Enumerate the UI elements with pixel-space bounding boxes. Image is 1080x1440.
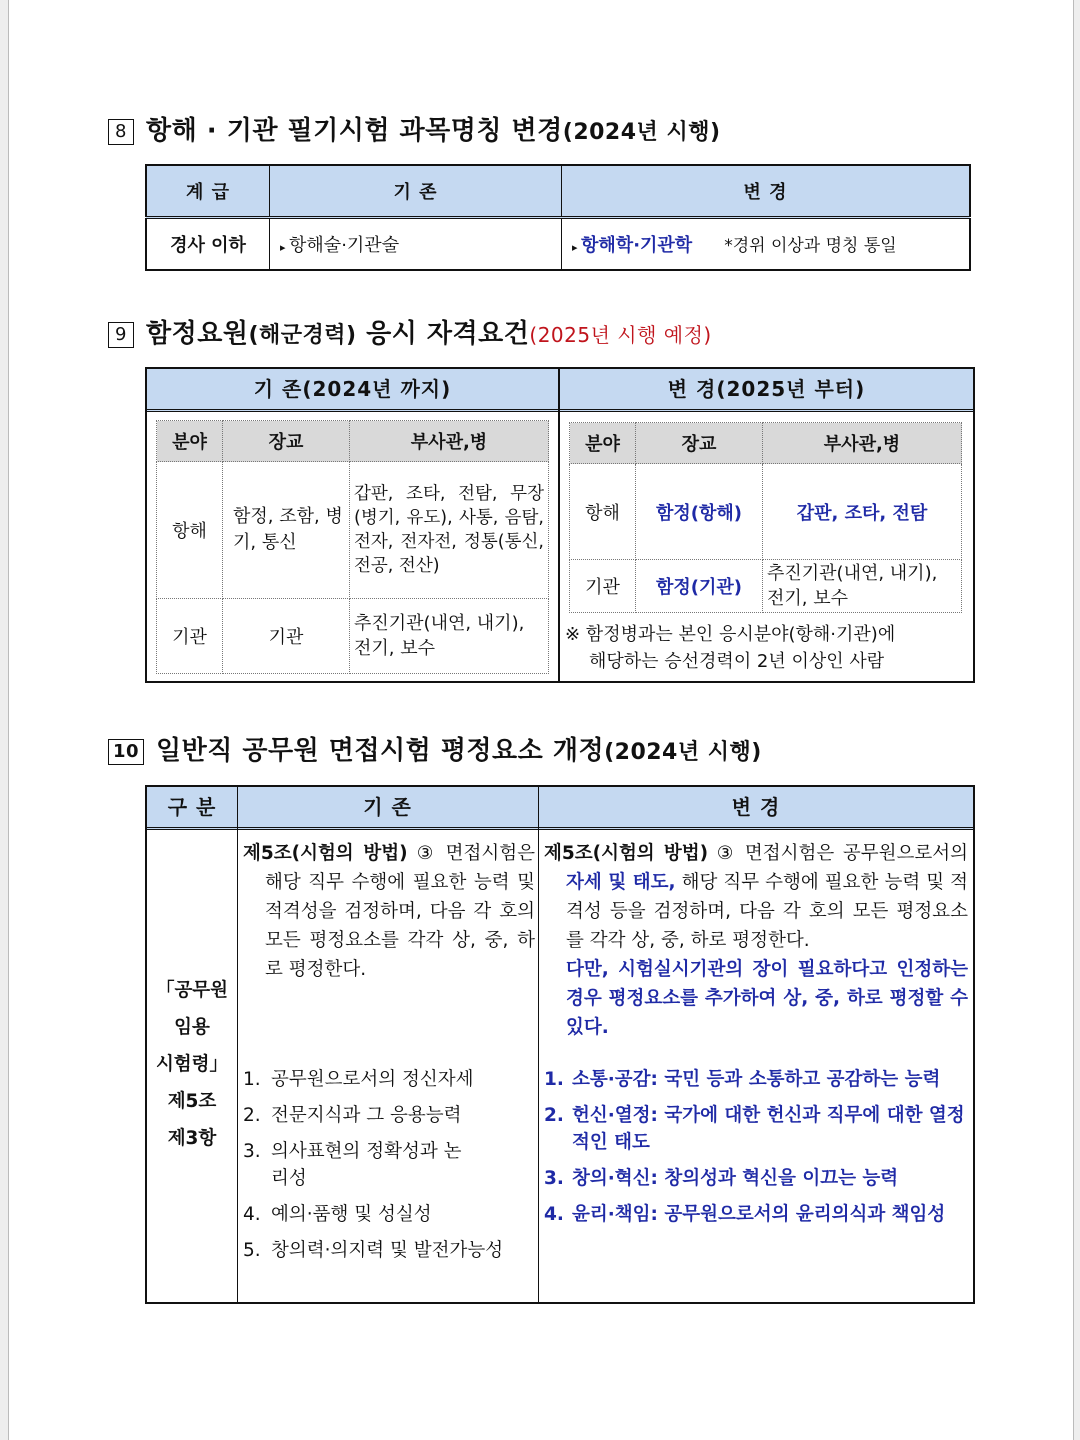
old-article [243, 839, 535, 984]
header-new: 변 경 [539, 787, 973, 827]
unify-note: *경위 이상과 명칭 통일 [724, 236, 897, 256]
old-subject: 항해술·기관술 [289, 235, 400, 256]
old-header-officer: 장교 [223, 421, 350, 462]
law-reference-line: 제5조 [167, 1091, 217, 1112]
new-row-officer: 함정(기관) [636, 560, 763, 613]
new-row-nco: 추진기관(내연, 내기), 전기, 보수 [763, 560, 962, 613]
section-9-title-paren: (해군경력) [248, 323, 357, 348]
law-reference-line: 「공무원 [155, 980, 229, 1001]
law-reference-line: 제3항 [167, 1128, 217, 1149]
section-9-number: 9 [108, 322, 134, 348]
new-subject: 항해학·기관학 [581, 235, 693, 256]
new-article [544, 839, 968, 1042]
note-line-1: ※ 함정병과는 본인 응시분야(항해·기관)에 [565, 624, 896, 645]
new-article-emphasis: 자세 및 태도, [566, 872, 676, 893]
header-old: 기 존 [238, 787, 537, 827]
eligibility-note [565, 621, 895, 675]
section-10-table [145, 785, 975, 1304]
grade-cell: 경사 이하 [146, 218, 270, 271]
new-row-nco: 갑판, 조타, 전탐 [763, 464, 962, 560]
old-subject-cell: ▸ 항해술·기관술 [270, 218, 562, 271]
old-row-nco: 추진기관(내연, 내기), 전기, 보수 [350, 599, 549, 674]
old-row-field: 기관 [157, 599, 223, 674]
old-criterion: 2. 전문지식과 그 응용능력 [243, 1105, 462, 1126]
new-criteria-table [569, 422, 962, 613]
section-8-number: 8 [108, 119, 134, 145]
new-header: 변 경(2025년 부터) [560, 369, 973, 412]
law-reference [147, 972, 237, 1157]
section-8-year: (2024년 시행) [562, 120, 721, 145]
new-article-title: 제5조(시험의 방법) [544, 843, 709, 864]
new-subject-cell: ▸ 항해학·기관학 *경위 이상과 명칭 통일 [562, 218, 971, 271]
new-header-officer: 장교 [636, 423, 763, 464]
section-10-heading [108, 730, 762, 767]
new-criterion: 3. 창의·혁신: 창의성과 혁신을 이끄는 능력 [544, 1168, 899, 1189]
new-criterion: 4. 윤리·책임: 공무원으로서의 윤리의식과 책임성 [544, 1204, 946, 1225]
old-criteria-table [156, 420, 549, 674]
section-9-title2: 응시 자격요건 [356, 319, 530, 349]
new-header-nco: 부사관,병 [763, 423, 962, 464]
new-article-body-1: ③ 면접시험은 공무원으로서의 [708, 843, 968, 864]
header-old: 기 존 [270, 165, 562, 218]
old-criteria-list [243, 1066, 535, 1264]
law-reference-line: 임용 [174, 1017, 210, 1038]
header-category: 구 분 [147, 787, 237, 827]
new-row-field: 기관 [570, 560, 636, 613]
old-header: 기 존(2024년 까지) [147, 369, 560, 412]
old-criterion: 4. 예의·품행 및 성실성 [243, 1204, 432, 1225]
old-row-officer: 함정, 조함, 병기, 통신 [223, 462, 350, 599]
old-article-body: ③ 면접시험은 해당 직무 수행에 필요한 능력 및 적격성을 검정하며, 다음 각 호의 모든 평정요소를 각각 상, 중, 하로 평정한다. [265, 843, 536, 980]
old-header-nco: 부사관,병 [350, 421, 549, 462]
section-9-year: (2025년 시행 예정) [529, 323, 712, 347]
new-header-field: 분야 [570, 423, 636, 464]
law-reference-line: 시험령」 [155, 1054, 229, 1075]
old-criterion: 1. 공무원으로서의 정신자세 [243, 1069, 474, 1090]
new-article-body-2: 해당 직무 수행에 필요한 능력 및 적격성 등을 검정하며, 다음 각 호의 모든 평정요소를 각각 상, 중, 하로 평정한다. [566, 872, 968, 951]
new-criterion: 1. 소통·공감: 국민 등과 소통하고 공감하는 능력 [544, 1069, 941, 1090]
note-line-2: 해당하는 승선경력이 2년 이상인 사람 [589, 651, 885, 672]
section-10-title: 일반직 공무원 면접시험 평정요소 개정 [156, 736, 605, 766]
old-header-field: 분야 [157, 421, 223, 462]
section-10-year: (2024년 시행) [604, 740, 762, 765]
old-criterion: 3. 의사표현의 정확성과 논리성 [243, 1141, 462, 1189]
new-criteria-list [544, 1066, 968, 1228]
old-article-title: 제5조(시험의 방법) [243, 843, 408, 864]
old-row-nco: 갑판, 조타, 전탐, 무장(병기, 유도), 사통, 음탐, 전자, 전자전, 정통(통신, 전공, 전산) [350, 462, 549, 599]
section-9-title: 함정요원 [146, 319, 249, 349]
header-grade: 계 급 [146, 165, 270, 218]
section-10-number: 10 [108, 739, 144, 765]
old-row-officer: 기관 [223, 599, 350, 674]
old-criterion: 5. 창의력·의지력 및 발전가능성 [243, 1240, 504, 1261]
new-row-officer: 함정(항해) [636, 464, 763, 560]
section-8-title: 항해 · 기관 필기시험 과목명칭 변경 [146, 116, 563, 146]
header-new: 변 경 [562, 165, 971, 218]
section-9-heading [108, 313, 712, 350]
old-row-field: 항해 [157, 462, 223, 599]
section-8-heading [108, 110, 721, 147]
section-9-table [145, 367, 975, 683]
new-article-added-clause: 다만, 시험실시기관의 장이 필요하다고 인정하는 경우 평정요소를 추가하여 상, 중, 하로 평정할 수 있다. [566, 959, 968, 1038]
new-criterion: 2. 헌신·열정: 국가에 대한 헌신과 직무에 대한 열정적인 태도 [544, 1105, 965, 1153]
new-row-field: 항해 [570, 464, 636, 560]
section-8-table [145, 164, 971, 271]
